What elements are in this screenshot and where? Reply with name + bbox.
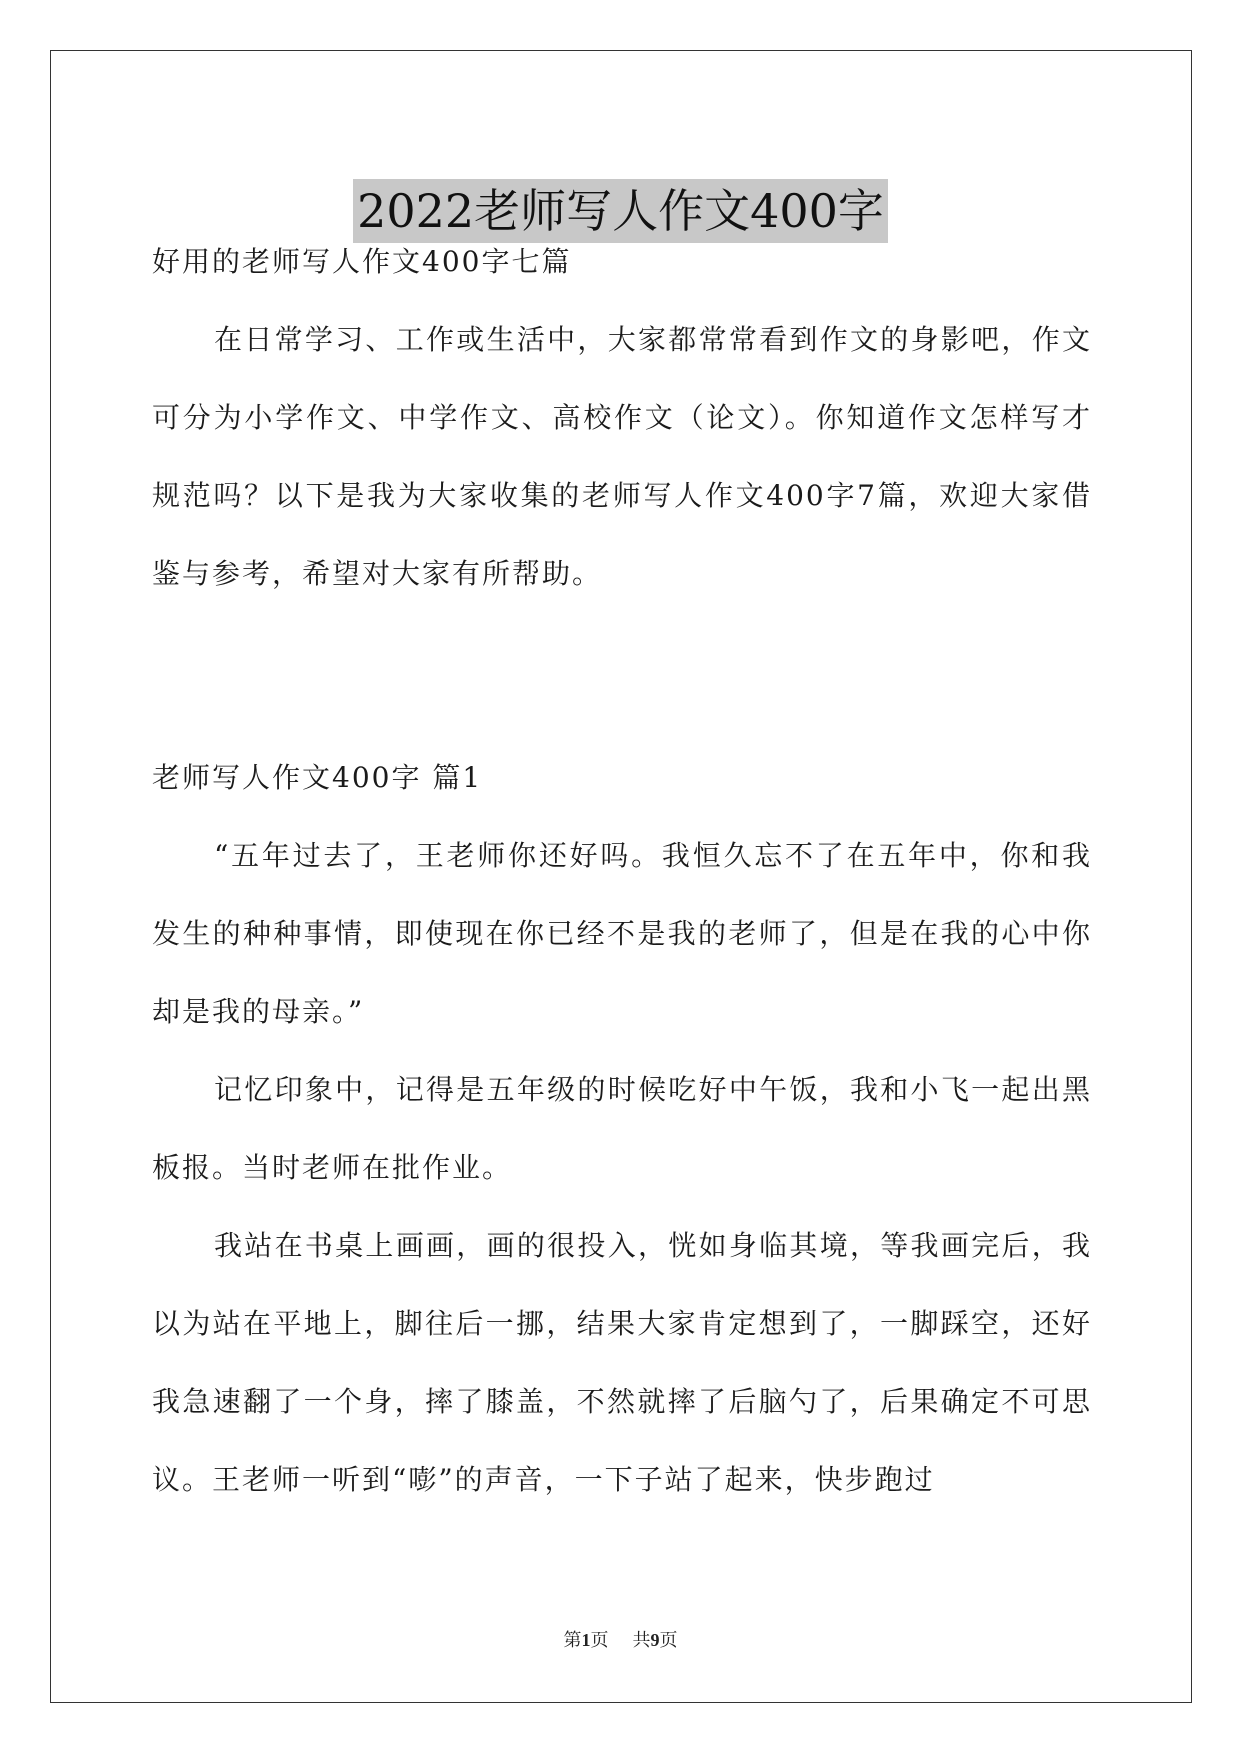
section-heading: 老师写人作文400字 篇1 <box>152 761 483 794</box>
total-suffix: 页 <box>659 1630 678 1650</box>
paragraph-memory: 记忆印象中，记得是五年级的时候吃好中午饭，我和小飞一起出黑板报。当时老师在批作业。 <box>152 1073 1092 1184</box>
page-prefix: 第 <box>563 1630 582 1650</box>
page-suffix: 页 <box>590 1630 609 1650</box>
page-current: 1 <box>581 1630 591 1650</box>
intro-paragraph: 在日常学习、工作或生活中，大家都常常看到作文的身影吧，作文可分为小学作文、中学作文、高校作文（论文）。你知道作文怎样写才规范吗？以下是我为大家收集的老师写人作文400字7篇，欢迎大家借鉴与参考，希望对大家有所帮助。 <box>152 323 1092 590</box>
document-title: 2022老师写人作文400字 <box>353 179 888 243</box>
page-footer <box>0 1628 1241 1652</box>
document-subtitle: 好用的老师写人作文400字七篇 <box>152 245 572 278</box>
page-total: 9 <box>650 1630 660 1650</box>
total-prefix: 共 <box>632 1630 651 1650</box>
paragraph-quote: “五年过去了，王老师你还好吗。我恒久忘不了在五年中，你和我发生的种种事情，即使现在你已经不是我的老师了，但是在我的心中你却是我的母亲。” <box>152 839 1092 1028</box>
paragraph-fall: 我站在书桌上画画，画的很投入，恍如身临其境，等我画完后，我以为站在平地上，脚往后一挪，结果大家肯定想到了，一脚踩空，还好我急速翻了一个身，摔了膝盖，不然就摔了后脑勺了，后果确定不可思议。王老师一听到“嘭”的声音，一下子站了起来，快步跑过 <box>152 1229 1092 1496</box>
